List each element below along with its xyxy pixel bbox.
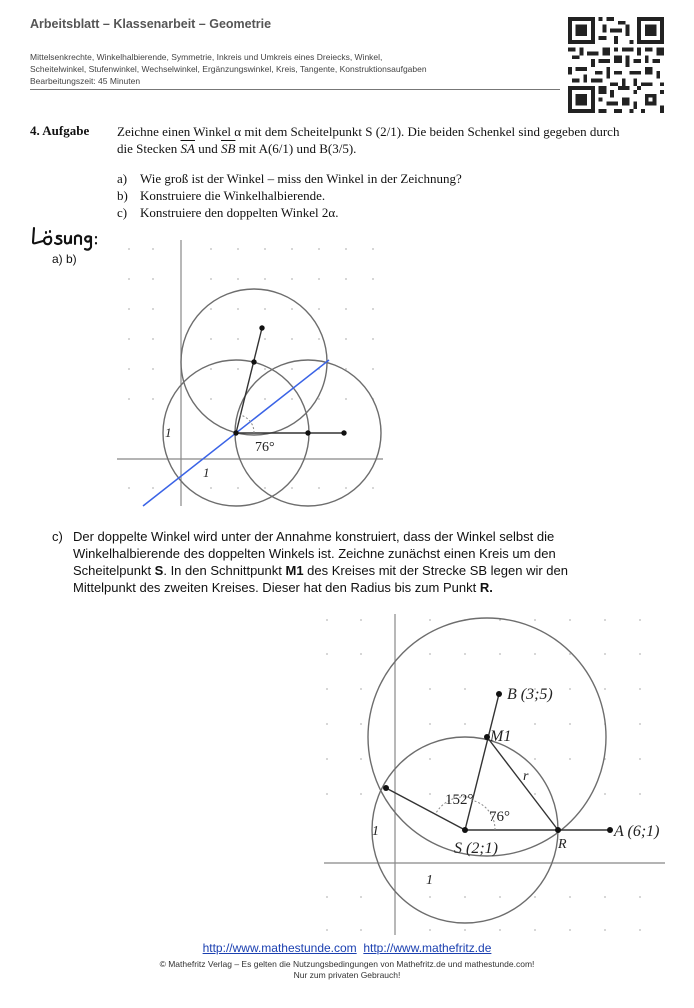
part-c-line-1: Der doppelte Winkel wird unter der Annahme konstruiert, dass der Winkel selbst die <box>73 529 555 544</box>
footer-links <box>0 941 694 955</box>
subtask-letter: c) <box>117 205 128 220</box>
task-intro-line-2 <box>117 140 667 157</box>
angle-label-152: 152° <box>445 792 474 808</box>
part-c-text <box>52 528 652 596</box>
header-divider <box>30 89 560 90</box>
point-a <box>607 827 613 833</box>
point-s <box>233 430 238 435</box>
time-limit: Bearbeitungszeit: 45 Minuten <box>30 76 141 86</box>
figure-double-angle <box>322 612 667 937</box>
y-unit-label: 1 <box>372 824 379 839</box>
link-mathestunde[interactable]: http://www.mathestunde.com <box>202 941 357 955</box>
text: Scheitelpunkt <box>73 563 155 578</box>
segment-sa: $\overline{SA}$ <box>180 141 195 156</box>
x-unit-label: 1 <box>426 873 433 888</box>
intro-text-a: die Stecken <box>117 141 181 156</box>
part-c-line-3 <box>73 562 652 579</box>
label-s: S (2;1) <box>454 840 498 857</box>
text: des Kreises mit der Strecke SB legen wir den <box>303 563 568 578</box>
footer-copyright <box>0 959 694 981</box>
link-mathefritz[interactable]: http://www.mathefritz.de <box>363 941 492 955</box>
point-b <box>496 691 502 697</box>
grid-dots <box>326 619 641 931</box>
point-b <box>259 325 264 330</box>
bold-m1: M1 <box>285 563 304 578</box>
solution-heading-handwriting <box>30 222 110 252</box>
point-s <box>462 827 468 833</box>
subtask-text: Wie groß ist der Winkel – miss den Winkel in der Zeichnung? <box>140 171 462 186</box>
subtask-letter: b) <box>117 188 128 203</box>
task-intro-line-1: Zeichne einen Winkel α mit dem Scheitelpunkt S (2/1). Die beiden Schenkel sind gegeben durch <box>117 124 620 139</box>
subtask-a <box>117 171 462 187</box>
topics-line-1: Mittelsenkrechte, Winkelhalbierende, Symmetrie, Inkreis und Umkreis eines Dreiecks, Winkel, <box>30 52 383 62</box>
label-radius: r <box>523 769 529 784</box>
part-c-line-4 <box>73 579 652 596</box>
qr-code-icon <box>568 17 664 113</box>
label-b: B (3;5) <box>507 686 553 703</box>
y-unit-label: 1 <box>165 425 172 440</box>
angle-label: 76° <box>255 440 275 455</box>
label-m1: M1 <box>490 728 512 745</box>
task-intro <box>117 123 667 157</box>
segment-sb: $\overline{SB}$ <box>221 141 236 156</box>
subtask-text: Konstruiere die Winkelhalbierende. <box>140 188 326 203</box>
subtask-letter: a) <box>117 171 128 186</box>
x-unit-label: 1 <box>203 465 210 480</box>
intro-text-c: mit A(6/1) und B(3/5). <box>235 141 357 156</box>
subtask-b <box>117 188 325 204</box>
copyright-text: © Mathefritz Verlag – Es gelten die Nutzungsbedingungen von Mathefritz.de und mathestunde.com! <box>159 959 535 969</box>
subtask-c <box>117 205 338 221</box>
bold-r: R. <box>479 580 493 595</box>
grid-dots <box>128 248 374 489</box>
subtask-text: Konstruiere den doppelten Winkel 2α. <box>140 205 339 220</box>
task-label: 4. Aufgabe <box>30 123 90 138</box>
part-c-line-2: Winkelhalbierende des doppelten Winkels ist. Zeichne zunächst einen Kreis um den <box>73 546 556 561</box>
header-topics <box>30 51 550 87</box>
text: . In den Schnittpunkt <box>163 563 286 578</box>
point-r <box>555 827 561 833</box>
point-a-intersection <box>305 430 310 435</box>
label-r: R <box>558 837 567 852</box>
point-doubled-angle <box>383 785 389 791</box>
bold-s: S <box>154 563 164 578</box>
private-use-text: Nur zum privaten Gebrauch! <box>293 970 401 980</box>
topics-line-2: Scheitelwinkel, Stufenwinkel, Wechselwinkel, Ergänzungswinkel, Kreis, Tangente, Konstruktionsaufgaben <box>30 64 427 74</box>
point-a <box>341 430 346 435</box>
angle-label-76: 76° <box>489 809 510 825</box>
page-title: Arbeitsblatt – Klassenarbeit – Geometrie <box>30 17 272 31</box>
text: Mittelpunkt des zweiten Kreises. Dieser hat den Radius bis zum Punkt <box>73 580 480 595</box>
figure-angle-bisector <box>115 238 385 510</box>
label-a: A (6;1) <box>614 823 660 840</box>
solution-ab-label: a) b) <box>52 252 77 266</box>
part-c-letter: c) <box>52 529 63 544</box>
intro-text-b: und <box>195 141 221 156</box>
point-b-intersection <box>251 359 256 364</box>
